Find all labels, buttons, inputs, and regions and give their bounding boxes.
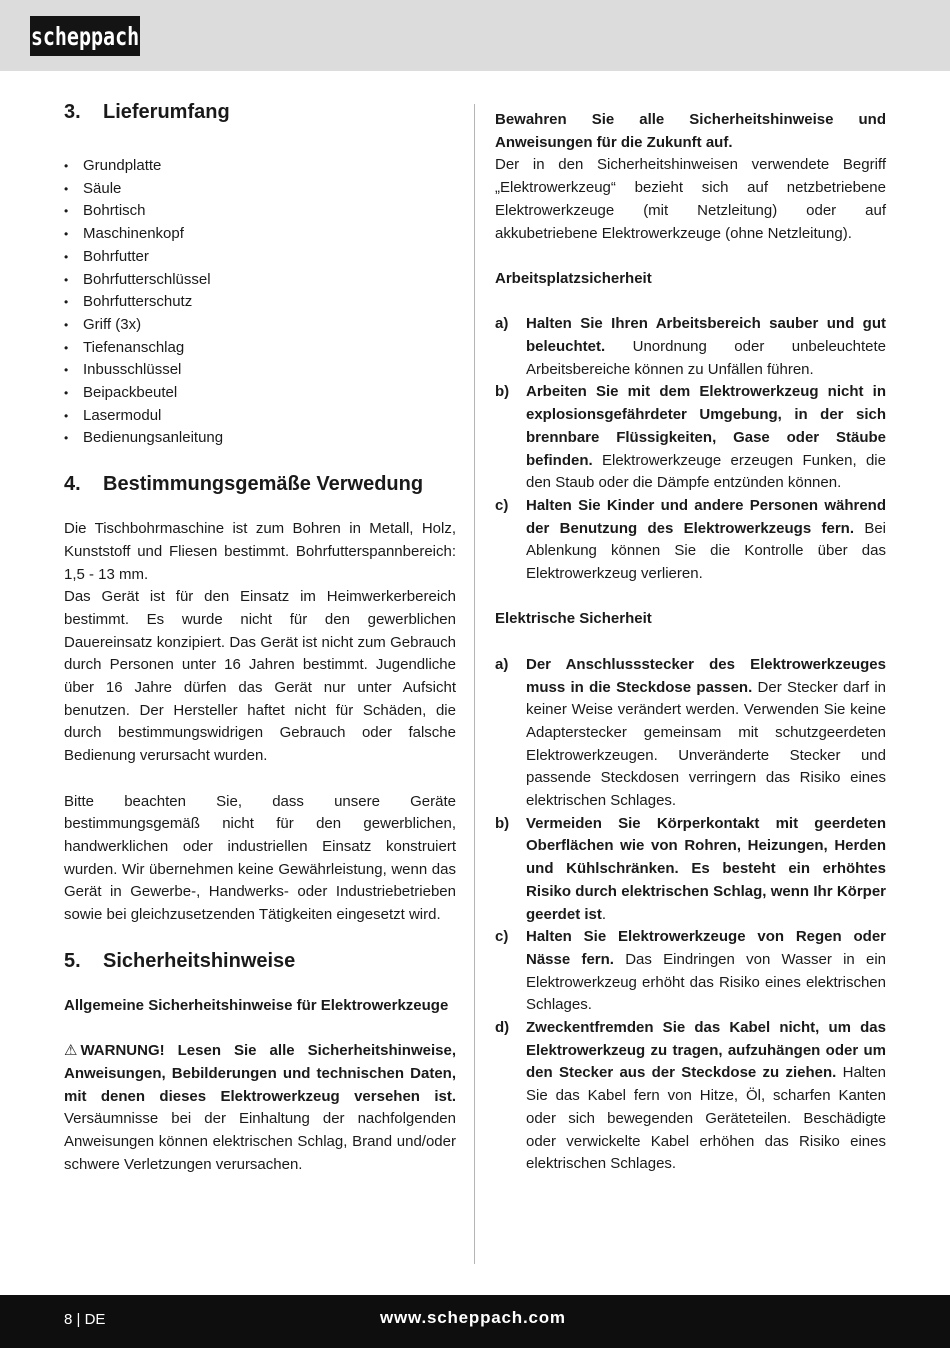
delivery-list [64, 155, 456, 450]
list-item [495, 1017, 886, 1176]
section-4-heading [64, 472, 456, 496]
section-title: Lieferumfang [103, 101, 230, 123]
item-letter: d) [495, 1019, 510, 1037]
list-item [495, 313, 886, 381]
left-column [64, 100, 456, 1176]
intended-use-paragraph-2: Das Gerät ist für den Einsatz im Heimwerkerbereich bestimmt. Es wurde nicht für den gewerblichen Dauereinsatz konzipiert. Das Gerät ist nicht zum Gebrauch durch Personen unter 16 Jahren bestimmt. Jugendliche über 16 Jahre dürfen das Gerät nur unter Aufsicht benutzen. Der Hersteller haftet nicht für Schäden, die durch bestimmungswidrigen Gebrauch oder falsche Bedienung verursacht wurden. [64, 588, 456, 765]
item-text: Bei Ablenkung können Sie die Kontrolle über das Elektrowerkzeug verlieren. [526, 519, 886, 583]
electrical-safety-title: Elektrische Sicherheit [495, 610, 652, 628]
item-body [526, 1017, 886, 1176]
item-body [526, 381, 886, 495]
item-body [526, 813, 886, 927]
warning-text: Versäumnisse bei der Einhaltung der nachfolgenden Anweisungen können elektrischen Schlag, Brand und/oder schwere Verletzungen verursachen. [64, 1110, 456, 1173]
item-letter: c) [495, 928, 509, 946]
keep-instructions-heading: Bewahren Sie alle Sicherheitshinweise und Anweisungen für die Zukunft auf. [495, 111, 886, 151]
intended-use-paragraph-1: Die Tischbohrmaschine ist zum Bohren in Metall, Holz, Kunststoff und Fliesen bestimmt. Bohrfutterspannbereich: 1,5 - 13 mm. [64, 520, 456, 583]
section-number: 3. [64, 101, 81, 123]
item-body [526, 313, 886, 381]
item-bold: Der Anschlussstecker des Elektrowerkzeuges muss in die Steckdose passen. [526, 655, 886, 696]
item-text: Halten Sie das Kabel fern von Hitze, Öl, scharfen Kanten oder sich bewegenden Geräteteilen. Beschädigte oder verwickelte Kabel erhöhen das Risiko eines elektrischen Schlages. [526, 1064, 886, 1173]
list-item: • Bohrfutterschutz [64, 291, 456, 314]
workplace-safety-list [495, 313, 886, 585]
intended-use-paragraph-3: Bitte beachten Sie, dass unsere Geräte bestimmungsgemäß nicht für den gewerblichen, handwerklichen oder industriellen Einsatz konstruiert wurden. Wir übernehmen keine Gewährleistung, wenn das Gerät in Gewerbe-, Handwerks- oder Industriebetrieben sowie bei gleichzusetzenden Tätigkeiten eingesetzt wird. [64, 792, 456, 924]
section-3-heading [64, 100, 456, 124]
item-letter: c) [495, 496, 509, 514]
section-5-heading [64, 949, 456, 973]
list-item: • Beipackbeutel [64, 382, 456, 405]
keep-instructions-text: Der in den Sicherheitshinweisen verwendete Begriff „Elektrowerkzeug“ bezieht sich auf netzbetriebene Elektrowerkzeuge (mit Netzleitung) oder auf akkubetriebene Elektrowerkzeuge (ohne Netzleitung). [495, 156, 886, 242]
list-item [495, 495, 886, 586]
general-safety-subheading: Allgemeine Sicherheitshinweise für Elektrowerkzeuge [64, 996, 449, 1014]
list-item: • Bohrfutterschlüssel [64, 269, 456, 292]
footer-bar [0, 1295, 950, 1348]
warning-bold-text: WARNUNG! Lesen Sie alle Sicherheitshinweise, Anweisungen, Bebilderungen und technischen Daten, mit denen dieses Elektrowerkzeug versehen ist. [64, 1042, 456, 1105]
item-text: . [601, 905, 607, 923]
item-body [526, 654, 886, 813]
item-letter: a) [495, 315, 509, 333]
item-bold: Halten Sie Elektrowerkzeuge von Regen oder Nässe fern. [526, 928, 886, 968]
column-divider [474, 104, 475, 1264]
electrical-safety-list [495, 654, 886, 1176]
item-body [526, 495, 886, 586]
item-text: Unordnung oder unbeleuchtete Arbeitsbereiche können zu Unfällen führen. [526, 338, 886, 378]
list-item [495, 381, 886, 495]
item-letter: a) [495, 655, 509, 673]
list-item [495, 654, 886, 813]
brand-logo [30, 16, 140, 56]
website-link[interactable]: www.scheppach.com [380, 1308, 566, 1327]
item-bold: Vermeiden Sie Körperkontakt mit geerdeten Oberflächen wie von Rohren, Heizungen, Herden und Kühlschränken. Es besteht ein erhöhtes Risiko durch elektrischen Schlag, wenn Ihr Körper geerdet ist [526, 814, 886, 923]
item-text: Das Eindringen von Wasser in ein Elektrowerkzeug erhöht das Risiko eines elektrischen Schlages. [526, 950, 887, 1014]
item-bold: Zweckentfremden Sie das Kabel nicht, um das Elektrowerkzeug zu tragen, aufzuhängen oder um den Stecker aus der Steckdose zu ziehen. [526, 1019, 886, 1082]
warning-triangle-icon: ⚠ [64, 1042, 78, 1060]
item-letter: b) [495, 383, 510, 401]
section-title: Bestimmungsgemäße Verwedung [103, 473, 424, 496]
list-item: • Griff (3x) [64, 314, 456, 337]
item-body [526, 926, 886, 1017]
page-number: 8 | DE [64, 1311, 106, 1328]
section-number: 4. [64, 473, 81, 496]
list-item: • Grundplatte [64, 155, 456, 178]
list-item [495, 926, 886, 1017]
section-number: 5. [64, 949, 81, 972]
list-item: • Inbusschlüssel [64, 359, 456, 382]
right-column [495, 100, 886, 1176]
list-item [495, 813, 886, 927]
item-text: Der Stecker darf in keiner Weise verändert werden. Verwenden Sie keine Adapterstecker gemeinsam mit schutzgeerdeten Elektrowerkzeugen. Unveränderte Stecker und passende Steckdosen verringern das Risiko eines elektrischen Schlages. [526, 678, 886, 810]
item-bold: Halten Sie Ihren Arbeitsbereich sauber und gut beleuchtet. [526, 315, 886, 355]
section-title: Sicherheitshinweise [103, 949, 296, 972]
list-item: • Bohrfutter [64, 246, 456, 269]
list-item: • Lasermodul [64, 405, 456, 428]
header-bar [0, 0, 950, 71]
logo-text: scheppach [30, 21, 140, 51]
list-item: • Tiefenanschlag [64, 337, 456, 360]
item-bold: Halten Sie Kinder und andere Personen während der Benutzung des Elektrowerkzeugs fern. [526, 496, 886, 537]
item-letter: b) [495, 814, 510, 832]
workplace-safety-title: Arbeitsplatzsicherheit [495, 269, 652, 287]
list-item: • Säule [64, 178, 456, 201]
item-text: Elektrowerkzeuge erzeugen Funken, die den Staub oder die Dämpfe entzünden können. [526, 451, 886, 492]
list-item: • Maschinenkopf [64, 223, 456, 246]
list-item: • Bedienungsanleitung [64, 427, 456, 450]
list-item: • Bohrtisch [64, 200, 456, 223]
warning-paragraph [64, 1040, 456, 1176]
item-bold: Arbeiten Sie mit dem Elektrowerkzeug nicht in explosionsgefährdeter Umgebung, in der sich brennbare Flüssigkeiten, Gase oder Stäube befinden. [526, 383, 886, 469]
